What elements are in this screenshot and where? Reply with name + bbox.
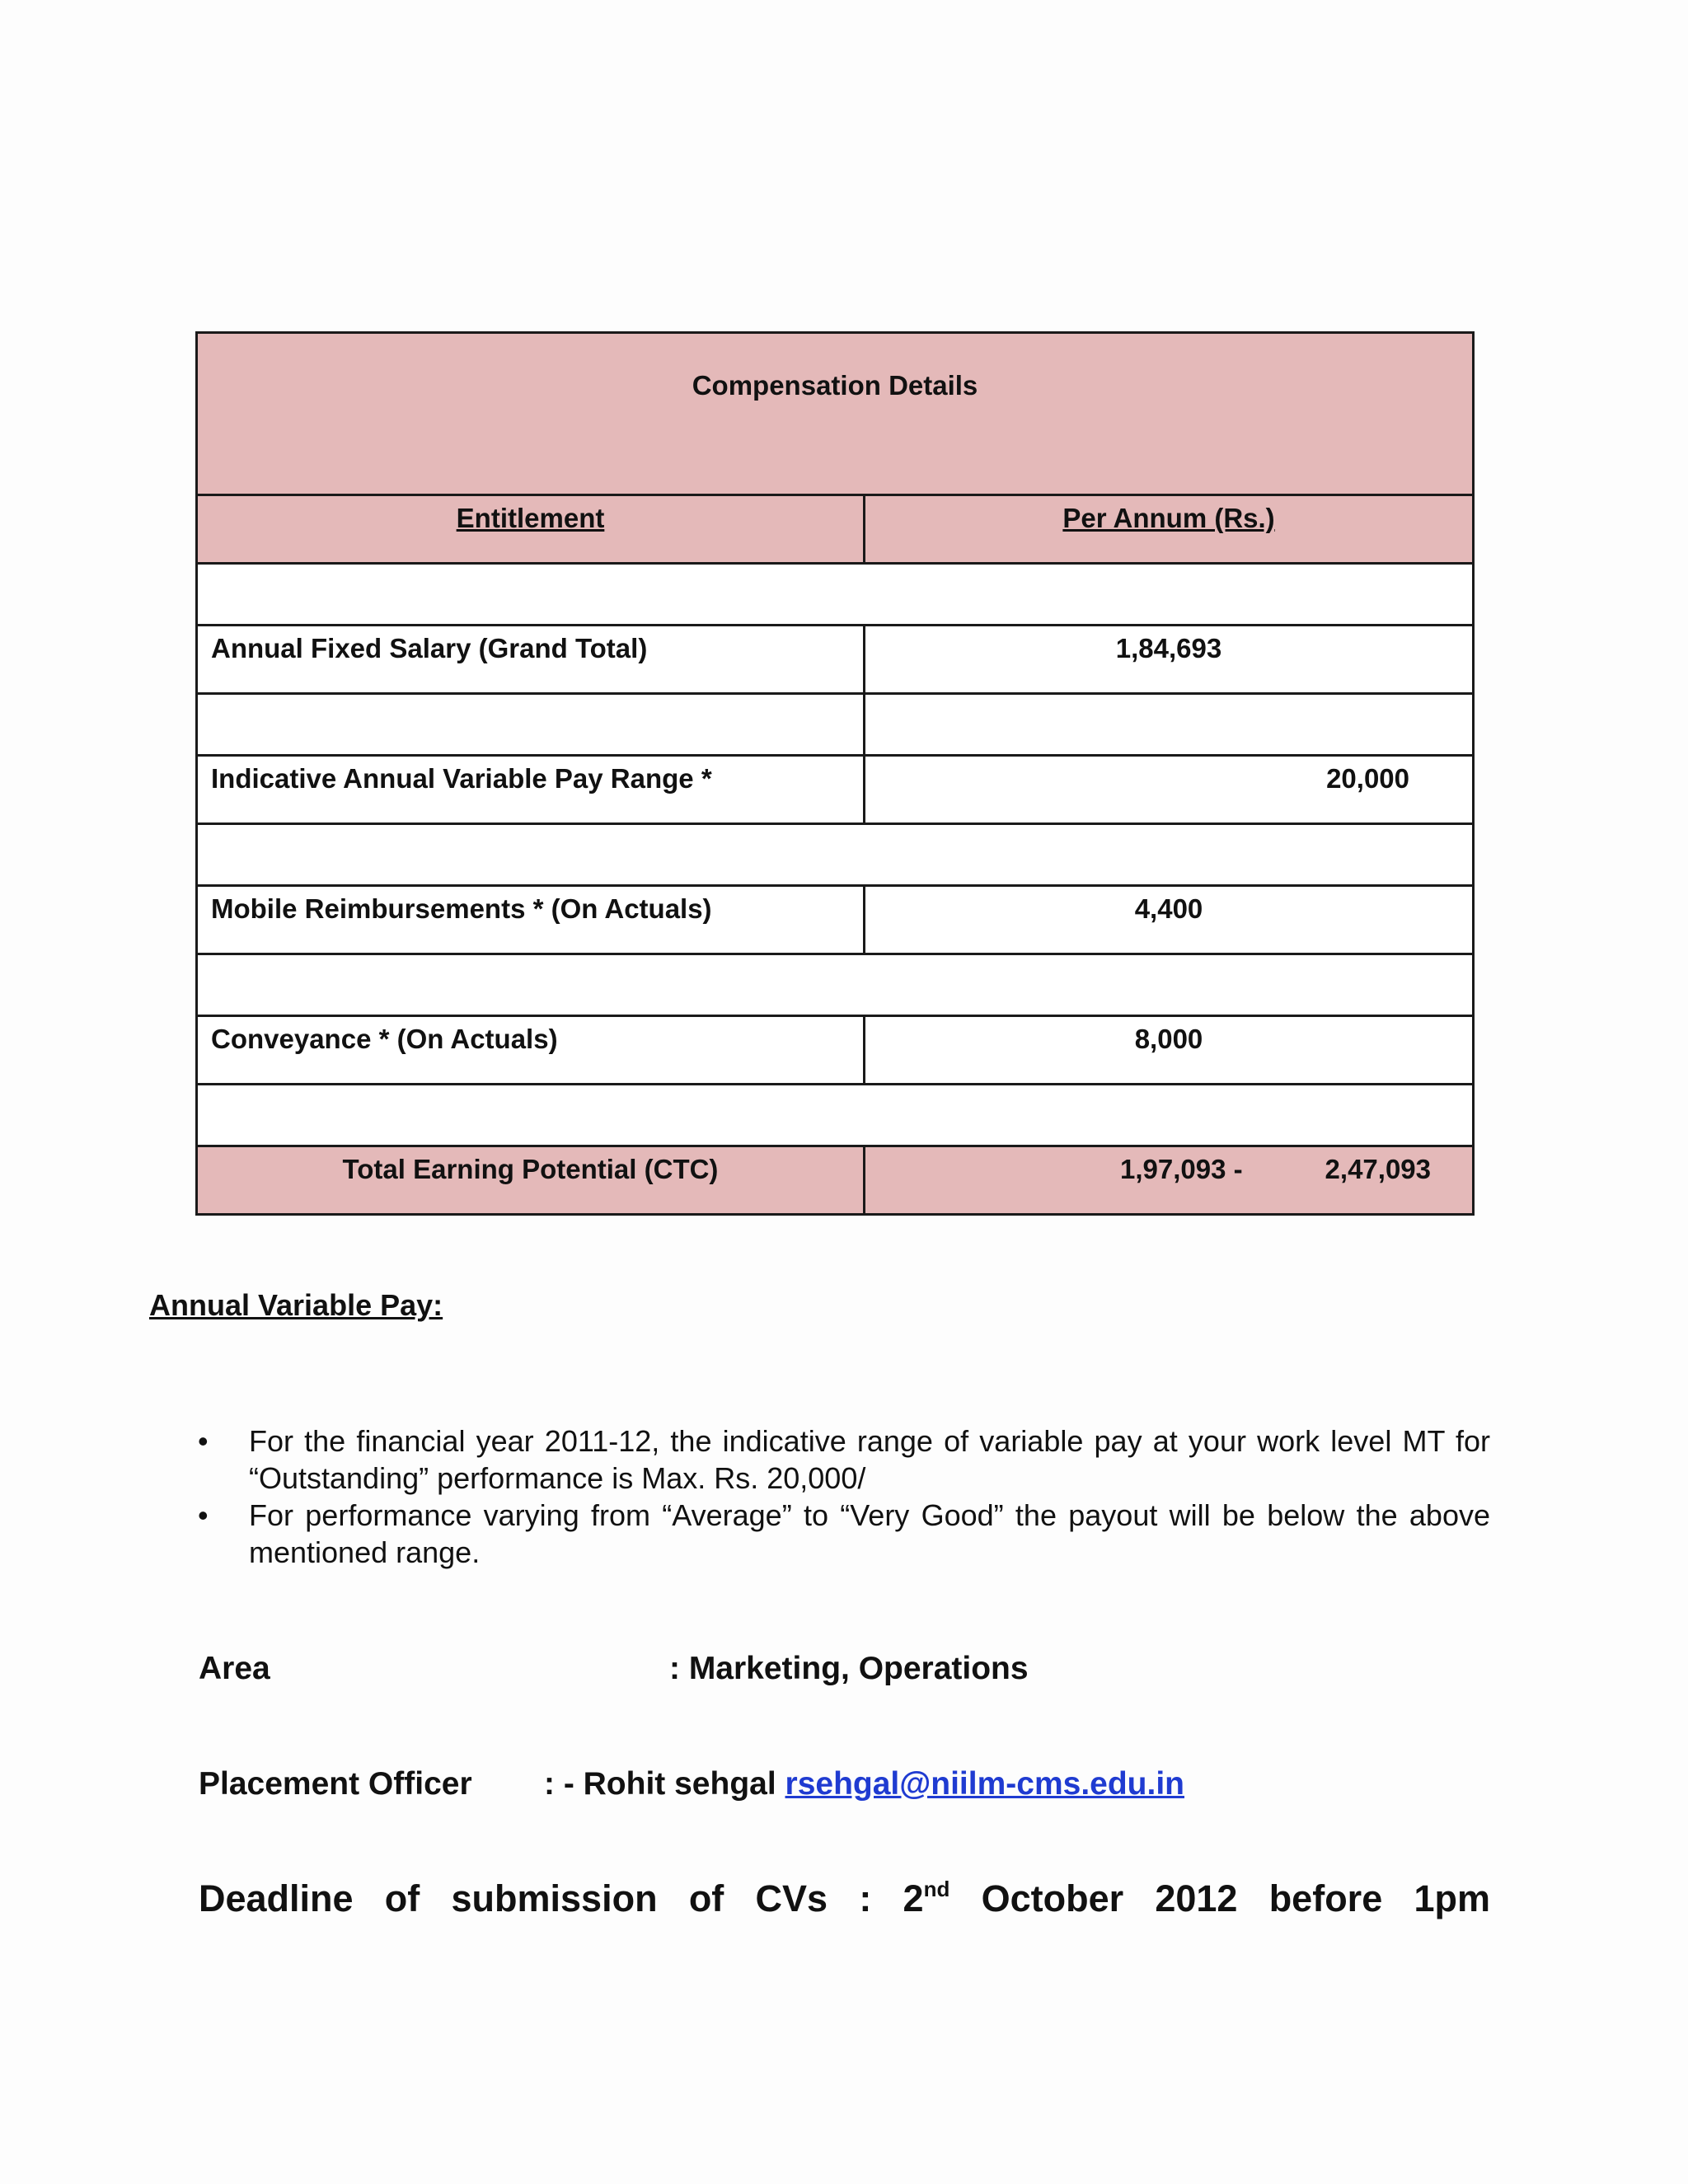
placement-officer-value	[544, 1766, 1184, 1802]
deadline-word: :	[859, 1877, 872, 1919]
placement-officer-name: : - Rohit sehgal	[544, 1766, 776, 1802]
variable-pay-bullets	[198, 1422, 1490, 1571]
compensation-table	[195, 331, 1475, 1216]
placement-officer-label: Placement Officer	[199, 1766, 472, 1802]
deadline-word: CVs	[755, 1877, 828, 1919]
total-value-max: 2,47,093	[1325, 1154, 1432, 1184]
list-item: • For the financial year 2011-12, the indicative range of variable pay at your work level MT for “Outstanding” performance is Max. Rs. 20,000/	[198, 1422, 1490, 1497]
spacer-row	[197, 954, 1474, 1016]
row-label: Conveyance * (On Actuals)	[197, 1016, 865, 1085]
variable-pay-heading: Annual Variable Pay:	[149, 1288, 443, 1322]
row-value: 20,000	[865, 756, 1474, 824]
list-item: • For performance varying from “Average” to “Very Good” the payout will be below the above mentioned range.	[198, 1497, 1490, 1571]
table-row	[197, 626, 1474, 694]
area-label: Area	[199, 1651, 270, 1686]
placement-officer-email-link[interactable]: rsehgal@niilm-cms.edu.in	[785, 1766, 1184, 1802]
deadline-word: 2012	[1155, 1877, 1238, 1919]
deadline-word: Deadline	[199, 1877, 354, 1919]
deadline-day-suffix: nd	[923, 1877, 950, 1901]
row-value: 4,400	[865, 886, 1474, 954]
row-label: Indicative Annual Variable Pay Range *	[197, 756, 865, 824]
deadline-word: before	[1268, 1877, 1383, 1919]
row-value: 8,000	[865, 1016, 1474, 1085]
deadline-word: submission	[451, 1877, 658, 1919]
table-row	[197, 1016, 1474, 1085]
spacer-row	[197, 824, 1474, 886]
deadline-line	[199, 1877, 1490, 1920]
table-row	[197, 886, 1474, 954]
total-value-cell	[865, 1146, 1474, 1215]
deadline-word: of	[384, 1877, 420, 1919]
table-title: Compensation Details	[197, 333, 1474, 495]
area-value: : Marketing, Operations	[669, 1651, 1029, 1686]
row-value: 1,84,693	[865, 626, 1474, 694]
deadline-word: of	[688, 1877, 724, 1919]
deadline-word: 1pm	[1414, 1877, 1490, 1919]
spacer-row	[197, 1085, 1474, 1146]
total-value-min: 1,97,093 -	[1120, 1154, 1243, 1184]
header-per-annum: Per Annum (Rs.)	[865, 495, 1474, 564]
deadline-day: 2	[903, 1877, 924, 1919]
total-label: Total Earning Potential (CTC)	[197, 1146, 865, 1215]
total-row	[197, 1146, 1474, 1215]
spacer-cell	[865, 694, 1474, 756]
row-label: Mobile Reimbursements * (On Actuals)	[197, 886, 865, 954]
deadline-word: October	[981, 1877, 1124, 1919]
spacer-row	[197, 564, 1474, 626]
row-label: Annual Fixed Salary (Grand Total)	[197, 626, 865, 694]
deadline-date-day	[903, 1877, 950, 1920]
header-entitlement: Entitlement	[197, 495, 865, 564]
spacer-cell	[197, 694, 865, 756]
table-row	[197, 756, 1474, 824]
